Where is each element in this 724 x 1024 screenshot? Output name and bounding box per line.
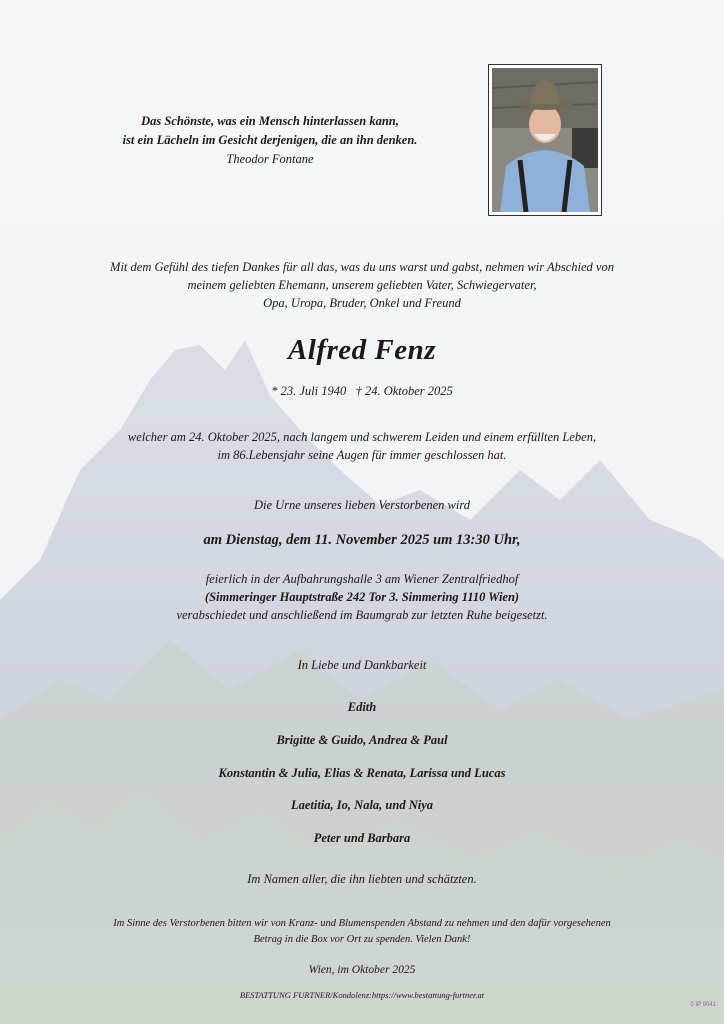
mourner-line: Konstantin & Julia, Elias & Renata, Larissa und Lucas	[218, 766, 506, 780]
donation-note	[0, 916, 724, 948]
mourner-line: Edith	[347, 700, 377, 714]
intro-line-3: Opa, Uropa, Bruder, Onkel und Freund	[263, 296, 461, 310]
passing-text	[0, 428, 724, 464]
place-date: Wien, im Oktober 2025	[308, 964, 416, 976]
quote-author: Theodor Fontane	[226, 152, 314, 166]
intro-text	[0, 258, 724, 312]
document-code: 0 IP 9041	[690, 1002, 716, 1008]
intro-line-1: Mit dem Gefühl des tiefen Dankes für all das, was du uns warst und gabst, nehmen wir Abschied von	[110, 260, 614, 274]
donation-line-1: Im Sinne des Verstorbenen bitten wir von Kranz- und Blumenspenden Abstand zu nehmen und den dafür vorgesehenen	[113, 918, 611, 929]
donation-line-2: Betrag in die Box vor Ort zu spenden. Vielen Dank!	[253, 934, 471, 945]
quote-line-2: ist ein Lächeln im Gesicht derjenigen, die an ihn denken.	[122, 133, 418, 147]
mourner-line: Brigitte & Guido, Andrea & Paul	[276, 733, 448, 747]
urn-line: Die Urne unseres lieben Verstorbenen wird	[253, 498, 471, 512]
funeral-home-footer: BESTATTUNG FURTNER/Kondolenz:https://www.bestattung-furtner.at	[239, 990, 485, 1000]
intro-line-2: meinem geliebten Ehemann, unserem geliebten Vater, Schwiegervater,	[187, 278, 537, 292]
passing-line-2: im 86.Lebensjahr seine Augen für immer geschlossen hat.	[217, 448, 507, 462]
life-dates: * 23. Juli 1940 † 24. Oktober 2025	[271, 384, 453, 398]
ceremony-line-3: verabschiedet und anschließend im Baumgrab zur letzten Ruhe beigesetzt.	[176, 608, 548, 622]
mourners-heading: In Liebe und Dankbarkeit	[297, 658, 427, 672]
portrait-photo	[488, 64, 602, 216]
ceremony-line-1: feierlich in der Aufbahrungshalle 3 am Wiener Zentralfriedhof	[205, 572, 519, 586]
portrait-photo-icon	[492, 68, 598, 212]
quote-line-1: Das Schönste, was ein Mensch hinterlassen kann,	[141, 114, 399, 128]
deceased-name: Alfred Fenz	[287, 334, 437, 366]
quote-block	[70, 112, 470, 169]
closing-line: Im Namen aller, die ihn liebten und schätzten.	[247, 872, 477, 886]
ceremony-datetime: am Dienstag, dem 11. November 2025 um 13:30 Uhr,	[203, 532, 521, 548]
ceremony-location	[0, 570, 724, 624]
mourner-line: Laetitia, Io, Nala, und Niya	[290, 798, 434, 812]
mourner-line: Peter und Barbara	[313, 831, 411, 845]
passing-line-1: welcher am 24. Oktober 2025, nach langem und schwerem Leiden und einem erfüllten Leben,	[127, 430, 597, 444]
ceremony-address: (Simmeringer Hauptstraße 242 Tor 3. Simmering 1110 Wien)	[204, 590, 520, 604]
